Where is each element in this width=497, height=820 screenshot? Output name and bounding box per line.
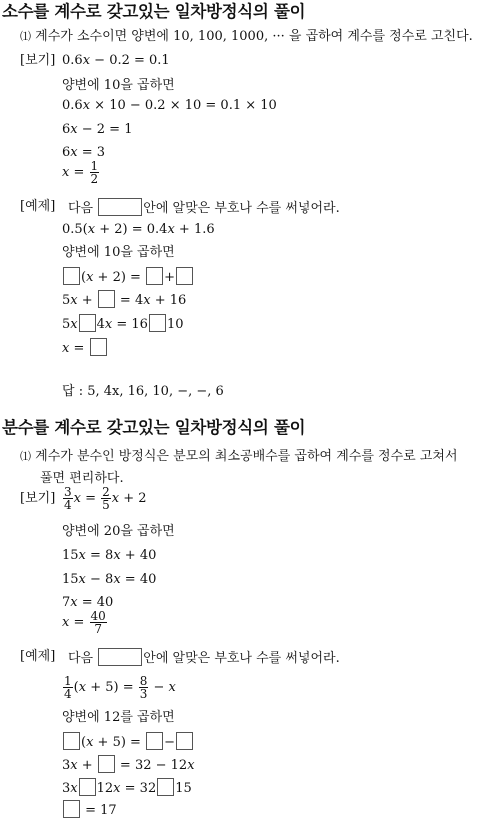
blank-box — [98, 648, 142, 666]
equation: 6x = 3 — [62, 145, 106, 160]
exercise-instruction: 다음 안에 알맞은 부호나 수를 써넣어라. — [68, 648, 340, 668]
equation: 5x + = 4x + 16 — [62, 290, 186, 310]
equation: 0.6x − 0.2 = 0.1 — [62, 53, 170, 68]
fraction: $\frac{8}{3}$ — [139, 674, 148, 701]
section-title: 소수를 계수로 갖고있는 일차방정식의 풀이 — [2, 2, 306, 21]
item-marker: ⑴ — [20, 450, 31, 463]
equation: 7x = 40 — [62, 595, 114, 610]
blank-box[interactable] — [146, 732, 163, 750]
example-label: [보기] — [20, 53, 56, 68]
blank-box[interactable] — [176, 267, 193, 285]
blank-box[interactable] — [98, 755, 115, 773]
equation: x = — [62, 338, 108, 358]
instruction: 양변에 12를 곱하면 — [62, 710, 175, 725]
blank-box[interactable] — [79, 314, 96, 332]
equation: 0.6x × 10 − 0.2 × 10 = 0.1 × 10 — [62, 98, 277, 113]
fraction: $\frac{40}{7}$ — [90, 609, 106, 636]
equation: 0.5(x + 2) = 0.4x + 1.6 — [62, 222, 215, 237]
item-text-continued: 풀면 편리하다. — [40, 471, 124, 486]
blank-box[interactable] — [149, 314, 166, 332]
equation: (x + 2) = + — [62, 267, 194, 287]
instruction: 양변에 10을 곱하면 — [62, 245, 175, 260]
equation: 3x 12x = 32 15 — [62, 778, 192, 798]
blank-box — [98, 198, 142, 216]
blank-box[interactable] — [98, 290, 115, 308]
equation: (x + 5) = − — [62, 732, 194, 752]
item-1 — [20, 448, 458, 466]
fraction: $\frac{2}{5}$ — [102, 485, 110, 512]
equation: 15x − 8x = 40 — [62, 572, 157, 587]
blank-box[interactable] — [63, 732, 80, 750]
blank-box[interactable] — [146, 267, 163, 285]
fraction: $\frac{3}{4}$ — [64, 485, 72, 512]
blank-box[interactable] — [63, 800, 80, 818]
equation: $\frac{1}{4}$ (x + 5) = $\frac{8}{3}$ − x — [64, 674, 176, 701]
item-marker: ⑴ — [20, 30, 31, 43]
blank-box[interactable] — [176, 732, 193, 750]
section-title: 분수를 계수로 갖고있는 일차방정식의 풀이 — [2, 418, 306, 437]
equation: 6x − 2 = 1 — [62, 122, 133, 137]
blank-box[interactable] — [63, 267, 80, 285]
instruction: 양변에 10을 곱하면 — [62, 78, 175, 93]
exercise-label: [예제] — [20, 649, 56, 664]
example-label: [보기] — [20, 491, 56, 506]
item-text: 계수가 소수이면 양변에 10, 100, 1000, ··· 을 곱하여 계수를 정수로 고친다. — [35, 29, 473, 44]
blank-box[interactable] — [79, 778, 96, 796]
fraction: $\frac{1}{2}$ — [90, 159, 99, 186]
exercise-label: [예제] — [20, 199, 56, 214]
equation: 15x = 8x + 40 — [62, 548, 157, 563]
blank-box[interactable] — [157, 778, 174, 796]
item-1 — [20, 28, 473, 46]
equation: = 17 — [62, 800, 117, 820]
equation: x = $\frac{40}{7}$ — [62, 609, 106, 636]
equation: 5x 4x = 16 10 — [62, 314, 184, 334]
item-text: 계수가 분수인 방정식은 분모의 최소공배수를 곱하여 계수를 정수로 고쳐서 — [35, 449, 458, 464]
equation: $\frac{3}{4}$ x = $\frac{2}{5}$ x + 2 — [64, 485, 147, 512]
equation: 3x + = 32 − 12x — [62, 755, 195, 775]
exercise-instruction: 다음 안에 알맞은 부호나 수를 써넣어라. — [68, 198, 340, 218]
answer: 답 : 5, 4x, 16, 10, −, −, 6 — [62, 384, 224, 399]
equation: x = $\frac{1}{2}$ — [62, 159, 99, 186]
blank-box[interactable] — [90, 338, 107, 356]
instruction: 양변에 20을 곱하면 — [62, 524, 175, 539]
fraction: $\frac{1}{4}$ — [64, 674, 72, 701]
